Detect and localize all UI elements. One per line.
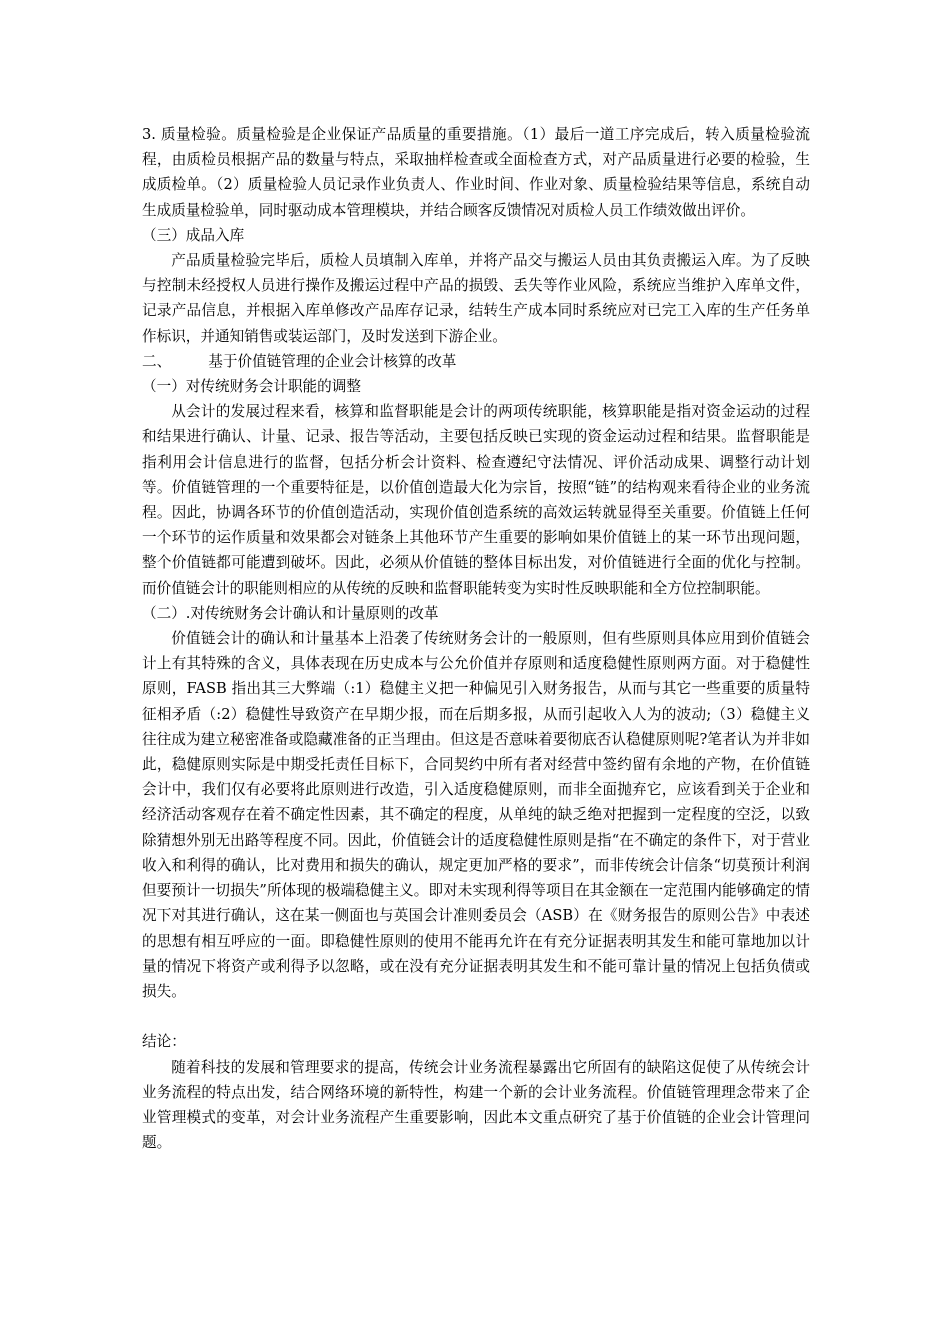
paragraph-storage: 产品质量检验完毕后，质检人员填制入库单，并将产品交与搬运人员由其负责搬运入库。为了反映与控制未经授权人员进行操作及搬运过程中产品的损毁、丢失等作业风险，系统应当维护入库单文件，记录产品信息，并根据入库单修改产品库存记录，结转生产成本同时系统应对已完工入库的生产任务单作标识，并通知销售或装运部门，及时发送到下游企业。 (142, 252, 810, 345)
heading-conclusion: 结论： (142, 1033, 186, 1051)
heading-recognition-reform: （二）.对传统财务会计确认和计量原则的改革 (142, 604, 439, 622)
paragraph-quality-inspection: 3. 质量检验。质量检验是企业保证产品质量的重要措施。（1）最后一道工序完成后，转入质量检验流程，由质检员根据产品的数量与特点，采取抽样检查或全面检查方式，对产品质量进行必要的检验，生成质检单。（2）质量检验人员记录作业负责人、作业时间、作业对象、质量检验结果等信息，系统自动生成质量检验单，同时驱动成本管理模块，并结合顾客反馈情况对质检人员工作绩效做出评价。 (142, 126, 810, 219)
document-page (142, 122, 810, 1155)
heading-section-two: 二、 基于价值链管理的企业会计核算的改革 (142, 352, 457, 370)
paragraph-recognition-principles: 价值链会计的确认和计量基本上沿袭了传统财务会计的一般原则，但有些原则具体应用到价值链会计上有其特殊的含义，具体表现在历史成本与公允价值并存原则和适度稳健性原则两方面。对于稳健性原则，FASB 指出其三大弊端（:1）稳健主义把一种偏见引入财务报告，从而与其它一些重要的质量特征相矛盾（:2）稳健性导致资产在早期少报，而在后期多报，从而引起收入人为的波动;（3）稳健主义往往成为建立秘密准备或隐藏准备的正当理由。但这是否意味着要彻底否认稳健原则呢?笔者认为并非如此，稳健原则实际是中期受托责任目标下，合同契约中所有者对经营中签约留有余地的产物，在价值链会计中，我们仅有必要将此原则进行改造，引入适度稳健原则，而非全面抛弃它，应该看到关于企业和经济活动客观存在着不确定性因素，其不确定的程度，从单纯的缺乏绝对把握到一定程度的空泛，以致除猜想外别无出路等程度不同。因此，价值链会计的适度稳健性原则是指“在不确定的条件下，对于营业收入和利得的确认，比对费用和损失的确认，规定更加严格的要求”，而非传统会计信条“切莫预计利润但要预计一切损失”所体现的极端稳健主义。即对未实现利得等项目在其金额在一定范围内能够确定的情况下对其进行确认，这在某一侧面也与英国会计准则委员会（ASB）在《财务报告的原则公告》中表述的思想有相互呼应的一面。即稳健性原则的使用不能再允许在有充分证据表明其发生和能可靠地加以计量的情况下将资产或利得予以忽略，或在没有充分证据表明其发生和不能可靠计量的情况上包括负债或损失。 (142, 630, 810, 1000)
heading-finished-goods-storage: （三）成品入库 (142, 226, 245, 244)
spacer (142, 1004, 810, 1029)
paragraph-accounting-functions: 从会计的发展过程来看，核算和监督职能是会计的两项传统职能，核算职能是指对资金运动的过程和结果进行确认、计量、记录、报告等活动，主要包括反映已实现的资金运动过程和结果。监督职能是指利用会计信息进行的监督，包括分析会计资料、检查遵纪守法情况、评价活动成果、调整行动计划等。价值链管理的一个重要特征是，以价值创造最大化为宗旨，按照“链”的结构观来看待企业的业务流程。因此，协调各环节的价值创造活动，实现价值创造系统的高效运转就显得至关重要。价值链上任何一个环节的运作质量和效果都会对链条上其他环节产生重要的影响如果价值链上的某一环节出现问题，整个价值链都可能遭到破坏。因此，必须从价值链的整体目标出发，对价值链进行全面的优化与控制。而价值链会计的职能则相应的从传统的反映和监督职能转变为实时性反映职能和全方位控制职能。 (142, 403, 810, 597)
paragraph-conclusion: 随着科技的发展和管理要求的提高，传统会计业务流程暴露出它所固有的缺陷这促使了从传统会计业务流程的特点出发，结合网络环境的新特性，构建一个新的会计业务流程。价值链管理理念带来了企业管理模式的变革，对会计业务流程产生重要影响，因此本文重点研究了基于价值链的企业会计管理问题。 (142, 1058, 810, 1152)
heading-function-adjustment: （一）对传统财务会计职能的调整 (142, 378, 361, 396)
